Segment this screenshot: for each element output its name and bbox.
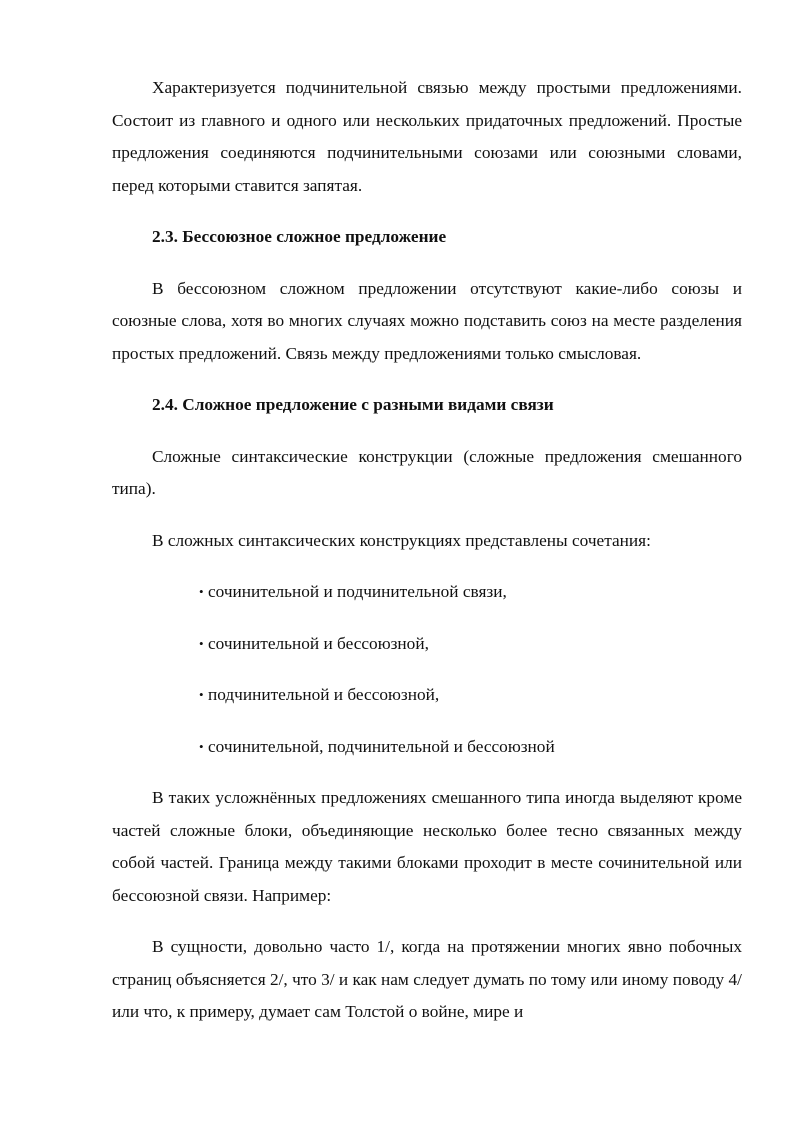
section-heading-2-3: 2.3. Бессоюзное сложное предложение [152, 227, 447, 246]
section-heading-2-4: 2.4. Сложное предложение с разными видами связи [152, 395, 554, 414]
document-page [112, 72, 742, 1029]
list-item-text: сочинительной и бессоюзной, [208, 633, 429, 653]
spacer [112, 557, 742, 576]
list-item [199, 576, 742, 609]
list-item [199, 679, 742, 712]
list-item [199, 628, 742, 661]
spacer [112, 912, 742, 931]
bullet-icon: • [199, 738, 204, 754]
spacer [112, 254, 742, 273]
bullet-icon: • [199, 584, 204, 599]
paragraph-example: В сущности, довольно часто 1/, когда на протяжении многих явно побочных страниц объясняется 2/, что 3/ и как нам следует думать по тому или иному поводу 4/ или что, к примеру, думает сам Толстой о войне, мире и [112, 937, 742, 1021]
paragraph-complex-blocks: В таких усложнённых предложениях смешанного типа иногда выделяют кроме частей сложные блоки, объединяющие несколько более тесно связанных между собой частей. Граница между такими блоками проходит в месте сочинительной или бессоюзной связи. Например: [112, 788, 742, 905]
list-item-text: сочинительной и подчинительной связи, [208, 582, 507, 601]
combinations-list [112, 576, 742, 763]
list-item-text: подчинительной и бессоюзной, [208, 685, 440, 704]
spacer [112, 202, 742, 221]
list-item [199, 731, 742, 764]
list-item-text: сочинительной, подчинительной и бессоюзной [208, 736, 555, 756]
bullet-icon: • [199, 635, 204, 651]
paragraph-asyndetic-description: В бессоюзном сложном предложении отсутствуют какие-либо союзы и союзные слова, хотя во многих случаях можно подставить союз на месте разделения простых предложений. Связь между предложениями только смысловая. [112, 278, 742, 363]
spacer [112, 370, 742, 389]
spacer [112, 422, 742, 441]
paragraph-complex-constructions: Сложные синтаксические конструкции (сложные предложения смешанного типа). [112, 446, 742, 498]
spacer [112, 506, 742, 525]
bullet-icon: • [199, 687, 204, 702]
paragraph-subordinate-description: Характеризуется подчинительной связью между простыми предложениями. Состоит из главного и одного или нескольких придаточных предложений. Простые предложения соединяются подчинительными союзами или союзными словами, перед которыми ставится запятая. [112, 78, 742, 195]
paragraph-combinations-intro: В сложных синтаксических конструкциях представлены сочетания: [152, 530, 651, 550]
